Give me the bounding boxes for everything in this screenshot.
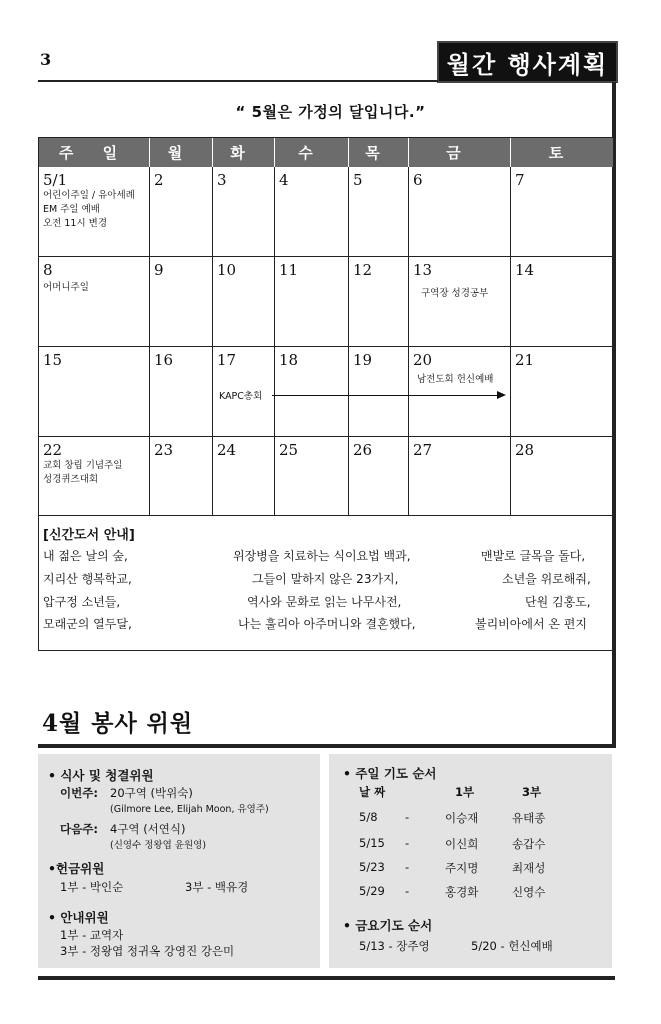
prayer-header-date: 날 짜	[359, 785, 386, 799]
book-title: 압구정 소년들,	[43, 595, 121, 609]
prayer-date: 5/23	[359, 860, 385, 874]
offering-third-service: 3부 - 백유경	[185, 880, 249, 894]
calendar-header-sun: 주 일	[39, 138, 150, 167]
day-number: 4	[279, 171, 289, 189]
next-week-members: (신영수 정왕엽 윤원영)	[110, 840, 207, 851]
calendar-cell	[409, 257, 511, 347]
calendar-cell	[511, 437, 613, 516]
calendar-header-sat: 토	[511, 138, 613, 167]
prayer-first-leader: 주지명	[445, 861, 479, 875]
prayer-third-leader: 송갑수	[512, 837, 546, 851]
bottom-rule	[38, 976, 615, 980]
day-number: 7	[515, 171, 525, 189]
calendar-cell	[349, 437, 409, 516]
day-number: 17	[217, 351, 237, 369]
day-number: 9	[154, 261, 164, 279]
prayer-dash: -	[405, 884, 410, 898]
calendar-cell	[275, 167, 349, 257]
event-note: 남전도회 헌신예배	[417, 374, 494, 385]
day-number: 27	[413, 441, 433, 459]
day-number: 6	[413, 171, 423, 189]
arrow-head-icon	[497, 391, 506, 399]
day-number: 28	[515, 441, 535, 459]
book-title: 내 젊은 날의 숲,	[43, 549, 128, 563]
event-note: 교회 창립 기념주일	[43, 460, 123, 471]
calendar-cell	[349, 347, 409, 437]
usher-committee-title: • 안내위원	[48, 910, 109, 925]
calendar-cell	[275, 437, 349, 516]
kapc-event-label: KAPC총회	[219, 391, 263, 402]
day-number: 23	[154, 441, 174, 459]
event-note: EM 주일 예배	[43, 204, 100, 215]
prayer-dash: -	[405, 810, 410, 824]
this-week-value: 20구역 (박위숙)	[110, 786, 193, 800]
day-number: 2	[154, 171, 164, 189]
calendar-cell	[150, 347, 213, 437]
calendar-cell	[349, 167, 409, 257]
event-note: 오전 11시 변경	[43, 218, 108, 229]
book-title: 그들이 말하지 않은 23가지,	[252, 572, 399, 586]
friday-prayer-second: 5/20 - 헌신예배	[471, 939, 553, 953]
calendar-cell	[39, 167, 150, 257]
book-title: 소년을 위로해줘,	[502, 572, 591, 586]
calendar-cell	[275, 257, 349, 347]
day-number: 11	[279, 261, 299, 279]
event-span-arrow-line	[272, 395, 500, 396]
calendar-cell	[511, 167, 613, 257]
prayer-header-third: 3부	[522, 785, 542, 799]
calendar	[38, 137, 613, 516]
calendar-cell	[150, 257, 213, 347]
book-title: 모래군의 열두달,	[43, 617, 132, 631]
day-number: 20	[413, 351, 433, 369]
calendar-cell	[349, 257, 409, 347]
event-note: 어린이주일 / 유아세례	[43, 190, 135, 201]
this-week-label: 이번주:	[60, 786, 98, 800]
prayer-date: 5/8	[359, 810, 378, 824]
prayer-third-leader: 신영수	[512, 885, 546, 899]
day-number: 22	[43, 441, 63, 459]
day-number: 12	[353, 261, 373, 279]
usher-first-service: 1부 - 교역자	[60, 928, 124, 942]
calendar-cell	[511, 257, 613, 347]
event-note: 성경퀴즈대회	[43, 474, 99, 485]
book-title: 위장병을 치료하는 식이요법 백과,	[233, 549, 411, 563]
prayer-third-leader: 최재성	[512, 861, 546, 875]
page-title: 월간 행사계획	[437, 41, 618, 83]
day-number: 14	[515, 261, 535, 279]
calendar-cell	[409, 167, 511, 257]
prayer-first-leader: 홍경화	[445, 885, 479, 899]
prayer-first-leader: 이승재	[445, 811, 479, 825]
cleaning-committee-title: • 식사 및 청결위원	[48, 768, 154, 783]
day-number: 5/1	[43, 171, 68, 189]
service-panel-left	[38, 754, 320, 968]
day-number: 13	[413, 261, 433, 279]
offering-first-service: 1부 - 박인순	[60, 880, 124, 894]
header-rule	[38, 80, 438, 82]
calendar-cell	[213, 437, 275, 516]
day-number: 26	[353, 441, 373, 459]
service-rule	[38, 744, 615, 748]
calendar-header-wed: 수	[275, 138, 349, 167]
calendar-header-thu: 목	[349, 138, 409, 167]
calendar-cell	[39, 437, 150, 516]
offering-committee-title: •헌금위원	[48, 861, 105, 876]
new-books-section	[38, 515, 613, 651]
day-number: 25	[279, 441, 299, 459]
book-title: 나는 훌리아 아주머니와 결혼했다,	[238, 617, 416, 631]
calendar-cell	[39, 257, 150, 347]
event-note: 구역장 성경공부	[421, 288, 489, 299]
service-panel-right	[329, 754, 612, 968]
prayer-dash: -	[405, 836, 410, 850]
calendar-header-mon: 월	[150, 138, 213, 167]
usher-third-service: 3부 - 정왕엽 정귀옥 강영진 강은미	[60, 944, 235, 958]
day-number: 5	[353, 171, 363, 189]
calendar-cell	[409, 437, 511, 516]
friday-prayer-title: • 금요기도 순서	[343, 918, 433, 933]
day-number: 16	[154, 351, 174, 369]
next-week-label: 다음주:	[60, 822, 98, 836]
calendar-header-fri: 금	[409, 138, 511, 167]
day-number: 19	[353, 351, 373, 369]
calendar-cell	[213, 257, 275, 347]
day-number: 15	[43, 351, 63, 369]
prayer-date: 5/15	[359, 836, 385, 850]
calendar-cell	[39, 347, 150, 437]
friday-prayer-first: 5/13 - 장주영	[359, 939, 430, 953]
prayer-header-first: 1부	[455, 785, 475, 799]
day-number: 10	[217, 261, 237, 279]
book-title: 지리산 행복학교,	[43, 572, 132, 586]
book-title: 단원 김홍도,	[525, 595, 591, 609]
prayer-dash: -	[405, 860, 410, 874]
new-books-title: [신간도서 안내]	[43, 528, 135, 543]
day-number: 8	[43, 261, 53, 279]
calendar-cell	[275, 347, 349, 437]
day-number: 18	[279, 351, 299, 369]
calendar-cell	[409, 347, 511, 437]
calendar-cell	[213, 167, 275, 257]
prayer-first-leader: 이신희	[445, 837, 479, 851]
day-number: 3	[217, 171, 227, 189]
book-title: 볼리비아에서 온 편지	[475, 617, 587, 631]
this-week-members: (Gilmore Lee, Elijah Moon, 유영주)	[110, 804, 269, 815]
calendar-cell	[150, 437, 213, 516]
event-note: 어머니주일	[43, 282, 89, 293]
calendar-cell	[150, 167, 213, 257]
page-number: 3	[40, 50, 52, 69]
prayer-third-leader: 유태종	[512, 811, 546, 825]
sunday-prayer-title: • 주일 기도 순서	[343, 766, 437, 781]
day-number: 21	[515, 351, 535, 369]
prayer-date: 5/29	[359, 884, 385, 898]
calendar-header-tue: 화	[213, 138, 275, 167]
book-title: 맨발로 글목을 돌다,	[481, 549, 586, 563]
service-title: 4월 봉사 위원	[42, 710, 194, 737]
next-week-value: 4구역 (서연식)	[110, 822, 186, 836]
calendar-cell	[511, 347, 613, 437]
month-theme: “ 5월은 가정의 달입니다.”	[235, 103, 426, 121]
book-title: 역사와 문화로 읽는 나무사전,	[247, 595, 402, 609]
day-number: 24	[217, 441, 237, 459]
